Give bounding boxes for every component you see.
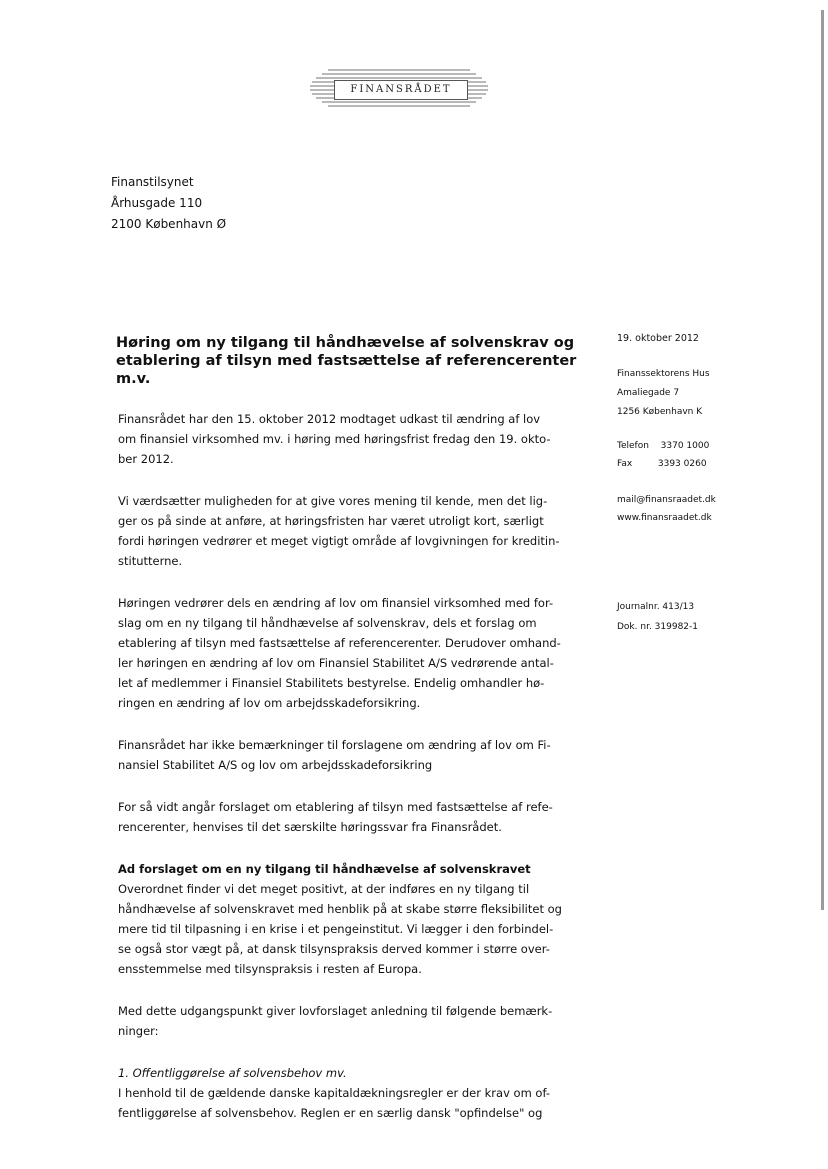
text-line: etablering af tilsyn med fastsættelse af referencerenter. Derudover omhand- [118,636,561,650]
text-line: ringen en ændring af lov om arbejdsskadeforsikring. [118,696,421,710]
recipient-name: Finanstilsynet [111,175,194,189]
recipient-street: Århusgade 110 [111,196,203,210]
phone-number: 3370 1000 [660,441,710,451]
text-line: stitutterne. [118,554,183,568]
paragraph [118,409,598,469]
sender-phone [617,441,709,451]
letter-date: 19. oktober 2012 [617,333,699,344]
sender-fax [617,459,707,469]
letter-body [118,409,598,1145]
text-line: For så vidt angår forslaget om etablering af tilsyn med fastsættelse af refe- [118,800,553,814]
scan-edge [821,10,824,910]
sender-org: Finanssektorens Hus [617,369,710,379]
text-line: mere tid til tilpasning i en krise i et pengeinstitut. Vi lægger i den forbindel- [118,922,554,936]
recipient-address [111,172,226,235]
text-line: Vi værdsætter muligheden for at give vores mening til kende, men det lig- [118,494,548,508]
document-number: Dok. nr. 319982-1 [617,622,698,632]
text-line: fentliggørelse af solvensbehov. Reglen er en særlig dansk "opfindelse" og [118,1106,543,1120]
text-line: Finansrådet har ikke bemærkninger til forslagene om ændring af lov om Fi- [118,738,551,752]
text-line: Høringen vedrører dels en ændring af lov om finansiel virksomhed med for- [118,596,554,610]
sender-web: www.finansraadet.dk [617,513,712,523]
text-line: Overordnet finder vi det meget positivt, at der indføres en ny tilgang til [118,882,530,896]
paragraph [118,593,598,713]
text-line: ensstemmelse med tilsynspraksis i resten af Europa. [118,962,422,976]
paragraph [118,1001,598,1041]
title-line: m.v. [116,371,151,387]
text-line: Med dette udgangspunkt giver lovforslaget anledning til følgende bemærk- [118,1004,553,1018]
text-line: slag om en ny tilgang til håndhævelse af solvenskrav, dels et forslag om [118,616,537,630]
paragraph [118,491,598,571]
text-line: se også stor vægt på, at dansk tilsynspraksis derved kommer i større over- [118,942,550,956]
recipient-city: 2100 København Ø [111,217,227,231]
text-line: håndhævelse af solvenskravet med henblik på at skabe større fleksibilitet og [118,902,562,916]
document-title [116,334,586,388]
text-line: ninger: [118,1024,159,1038]
finansraadet-logo [308,64,490,112]
text-line: I henhold til de gældende danske kapitaldækningsregler er der krav om of- [118,1086,551,1100]
text-line: Finansrådet har den 15. oktober 2012 modtaget udkast til ændring af lov [118,412,541,426]
fax-number: 3393 0260 [657,459,707,469]
section-solvency [118,859,598,979]
title-line: Høring om ny tilgang til håndhævelse af solvenskrav og [116,335,575,351]
sender-street: Amaliegade 7 [617,388,680,398]
text-line: let af medlemmer i Finansiel Stabilitets bestyrelse. Endelig omhandler hø- [118,676,545,690]
fax-label: Fax [617,459,633,469]
text-line: ler høringen en ændring af lov om Finansiel Stabilitet A/S vedrørende antal- [118,656,554,670]
section-heading: Ad forslaget om en ny tilgang til håndhævelse af solvenskravet [118,862,531,876]
phone-label: Telefon [617,441,649,451]
item-1 [118,1063,598,1123]
sender-city: 1256 København K [617,407,703,417]
text-line: om finansiel virksomhed mv. i høring med høringsfrist fredag den 19. okto- [118,432,551,446]
text-line: ger os på sinde at anføre, at høringsfristen har været utroligt kort, særligt [118,514,544,528]
text-line: nansiel Stabilitet A/S og lov om arbejdsskadeforsikring [118,758,433,772]
sender-email: mail@finansraadet.dk [617,495,716,505]
logo-lettering: FINANSRÅDET [334,80,468,100]
paragraph [118,735,598,775]
text-line: fordi høringen vedrører et meget vigtigt område af lovgivningen for kreditin- [118,534,560,548]
title-line: etablering af tilsyn med fastsættelse af referencerenter [116,353,577,369]
text-line: ber 2012. [118,452,174,466]
text-line: rencerenter, henvises til det særskilte høringssvar fra Finansrådet. [118,820,502,834]
journal-number: Journalnr. 413/13 [617,602,695,612]
paragraph [118,797,598,837]
item-heading: 1. Offentliggørelse af solvensbehov mv. [118,1066,347,1080]
